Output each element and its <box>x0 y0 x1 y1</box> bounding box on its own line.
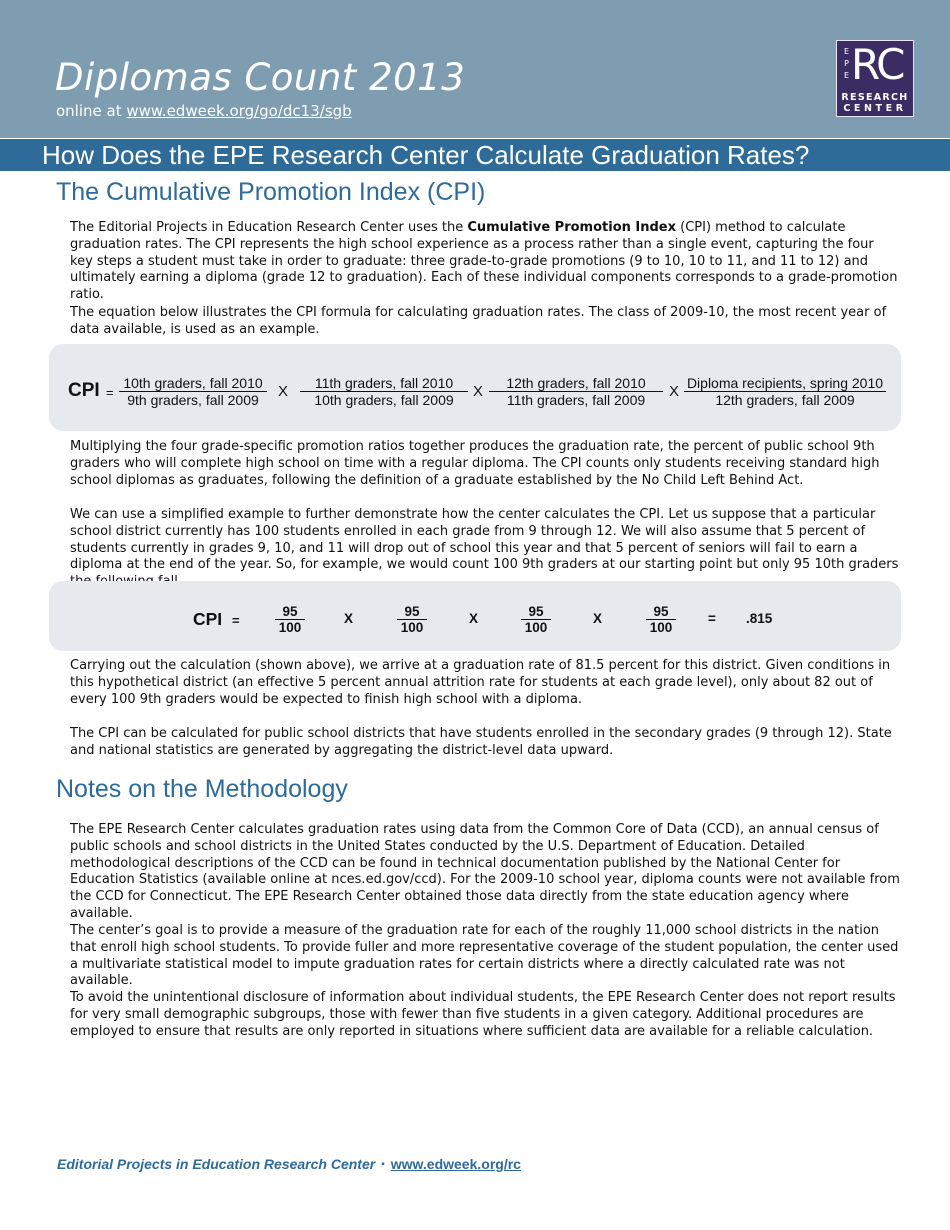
logo-center: CENTER <box>843 103 907 114</box>
example-fraction <box>521 604 551 636</box>
fraction-numerator: 10th graders, fall 2010 <box>119 375 267 392</box>
fraction-denominator: 100 <box>524 620 548 635</box>
notes-heading: Notes on the Methodology <box>56 775 348 803</box>
online-link[interactable]: www.edweek.org/go/dc13/sgb <box>126 102 352 120</box>
formula-fraction <box>300 375 468 408</box>
notes-paragraph-2: The center’s goal is to provide a measure of the graduation rate for each of the roughly 11,000 school districts in the nation that enroll high school students. To provide fuller and more representative coverage of the student population, the center used a multivariate statistical model to impute graduation rates for certain districts where a directly calculated rate was not available. <box>70 923 899 989</box>
fraction-denominator: 100 <box>400 620 424 635</box>
formula-fraction <box>119 375 267 408</box>
formula-equals: = <box>106 385 114 400</box>
formula-times: X <box>473 383 484 400</box>
cpi-p1-before: The Editorial Projects in Education Research Center uses the <box>70 220 468 235</box>
fraction-numerator: Diploma recipients, spring 2010 <box>684 375 886 392</box>
notes-paragraph-3: To avoid the unintentional disclosure of information about individual students, the EPE Research Center does not report results for very small demographic subgroups, those with fewer than five students in a given category. Additional procedures are employed to ensure that results are only reported in situations where sufficient data are available for a reliable calculation. <box>70 990 896 1039</box>
cpi-paragraph-2: The equation below illustrates the CPI formula for calculating graduation rates. The class of 2009-10, the most recent year of data available, is used as an example. <box>70 305 887 337</box>
example-times: X <box>469 611 479 626</box>
logo-research: RESEARCH <box>841 92 909 103</box>
footer-separator: ▪ <box>381 1159 385 1170</box>
example-times: X <box>344 611 354 626</box>
fraction-denominator: 12th graders, fall 2009 <box>715 392 855 408</box>
cpi-p1-after: (CPI) method to calculate graduation rates. The CPI represents the high school experience as a process rather than a single event, capturing the four key steps a student must take in order to graduate: three grade-to-grade promotions (9 to 10, 10 to 11, and 11 to 12) and ultimately earning a diploma (grade 12 to graduation). Each of these individual components corresponds to a grade-promotion ratio. <box>70 220 898 303</box>
fraction-denominator: 11th graders, fall 2009 <box>506 392 646 408</box>
notes-paragraph-1: The EPE Research Center calculates graduation rates using data from the Common Core of Data (CCD), an annual census of public schools and school districts in the United States conducted by the U.S. Department of Education. Detailed methodological descriptions of the CCD can be found in technical documentation published by the National Center for Education Statistics (available online at nces.ed.gov/ccd). For the 2009-10 school year, diploma counts were not available from the CCD for Connecticut. The EPE Research Center obtained those data directly from the state education agency where available. <box>70 822 900 921</box>
cpi-p1-bold: Cumulative Promotion Index <box>467 220 677 235</box>
fraction-denominator: 100 <box>278 620 302 635</box>
online-note <box>56 102 352 120</box>
logo-rc: RC <box>851 40 904 89</box>
formula-times: X <box>278 383 289 400</box>
cpi-paragraph-5: Carrying out the calculation (shown above), we arrive at a graduation rate of 81.5 percent for this district. Given conditions in this hypothetical district (an effective 5 percent annual attrition rate for students at each grade level), only about 82 out of every 100 9th graders would be expected to finish high school with a diploma. <box>70 658 891 707</box>
logo-epe-letters <box>842 46 851 82</box>
formula-fraction <box>684 375 886 408</box>
banner-title: How Does the EPE Research Center Calculate Graduation Rates? <box>42 140 810 170</box>
online-prefix: online at <box>56 102 127 120</box>
fraction-numerator: 95 <box>646 604 676 620</box>
cpi-formula-box <box>49 344 901 431</box>
title-banner <box>0 139 950 171</box>
page-footer <box>57 1156 521 1172</box>
example-times: X <box>593 611 603 626</box>
example-cpi-label: CPI <box>193 609 223 629</box>
formula-cpi-label: CPI <box>68 380 100 401</box>
example-result-equals: = <box>708 611 716 626</box>
cpi-example-box <box>49 581 901 651</box>
epe-rc-logo <box>836 40 914 117</box>
fraction-numerator: 95 <box>275 604 305 620</box>
fraction-numerator: 11th graders, fall 2010 <box>300 375 468 392</box>
logo-epe-letter: E <box>843 71 850 80</box>
fraction-denominator: 9th graders, fall 2009 <box>127 392 259 408</box>
page-title: Diplomas Count 2013 <box>55 56 466 99</box>
example-fraction <box>275 604 305 636</box>
example-fraction <box>397 604 427 636</box>
formula-times: X <box>669 383 680 400</box>
fraction-denominator: 10th graders, fall 2009 <box>314 392 454 408</box>
example-fraction <box>646 604 676 636</box>
fraction-numerator: 95 <box>521 604 551 620</box>
logo-epe-letter: P <box>844 59 849 68</box>
cpi-paragraph-1 <box>70 220 900 304</box>
footer-org: Editorial Projects in Education Research Center <box>57 1156 376 1172</box>
cpi-heading: The Cumulative Promotion Index (CPI) <box>56 178 486 206</box>
footer-link[interactable]: www.edweek.org/rc <box>390 1156 521 1172</box>
formula-fraction <box>489 375 663 408</box>
fraction-numerator: 12th graders, fall 2010 <box>489 375 663 392</box>
cpi-paragraph-3: Multiplying the four grade-specific promotion ratios together produces the graduation rate, the percent of public school 9th graders who will complete high school on time with a regular diploma. The CPI counts only students receiving standard high school diplomas as graduates, following the definition of a graduate established by the No Child Left Behind Act. <box>70 439 880 488</box>
cpi-paragraph-4: We can use a simplified example to further demonstrate how the center calculates the CPI. Let us suppose that a particular school district currently has 100 students enrolled in each grade from 9 through 12. We will also assume that 5 percent of students currently in grades 9, 10, and 11 will drop out of school this year and that 5 percent of seniors will fail to earn a diploma at the end of the year. So, for example, we would count 100 9th graders at our starting point but only 95 10th graders <box>70 507 899 573</box>
example-result: .815 <box>746 611 773 626</box>
fraction-denominator: 100 <box>649 620 673 635</box>
cpi-paragraph-6: The CPI can be calculated for public school districts that have students enrolled in the secondary grades (9 through 12). State and national statistics are generated by aggregating the district-level data upward. <box>70 726 892 758</box>
logo-epe-letter: E <box>843 47 850 56</box>
example-equals: = <box>232 613 240 628</box>
fraction-numerator: 95 <box>397 604 427 620</box>
page-header <box>0 0 950 138</box>
